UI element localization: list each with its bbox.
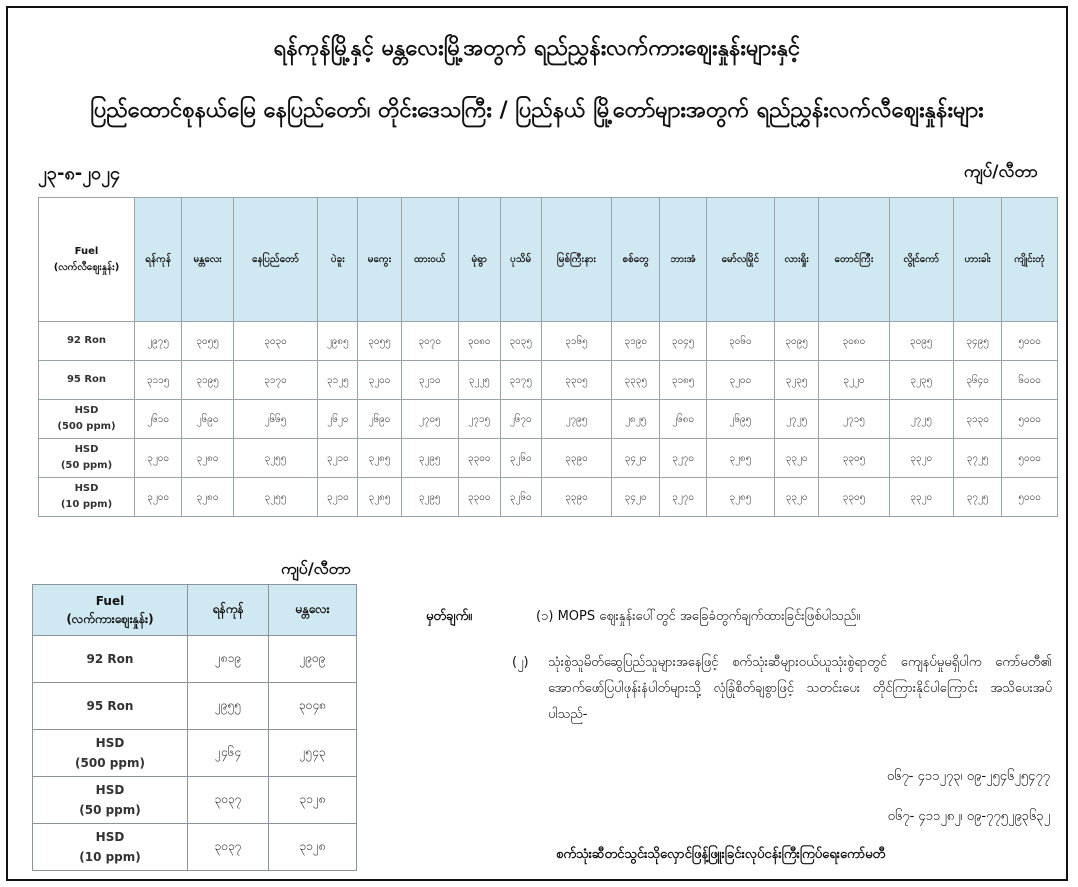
retail-price-cell: ၃၂၉၅	[401, 439, 458, 478]
retail-fuel-label-line: 92 Ron	[66, 335, 107, 346]
retail-fuel-label	[39, 400, 135, 439]
retail-price-cell: ၃၂၆၀	[500, 478, 541, 517]
retail-price-cell: ၃၁၃၀	[954, 400, 1002, 439]
wholesale-body	[33, 636, 357, 871]
retail-price-cell: ၂၇၉၅	[541, 400, 611, 439]
retail-price-cell: ၂၆၆၅	[233, 400, 317, 439]
wholesale-fuel-label-line: (500 ppm)	[75, 756, 145, 770]
retail-price-cell: ၃၁၈၅	[660, 361, 707, 400]
retail-price-cell: ၃၃၃၅	[612, 361, 660, 400]
retail-row	[39, 361, 1058, 400]
retail-city-header: နေပြည်တော်	[233, 198, 317, 322]
retail-price-cell: ၃၀၅၅	[182, 322, 233, 361]
retail-header-row	[39, 198, 1058, 322]
retail-city-header: လားရှိုး	[774, 198, 819, 322]
date-label: ၂၃-၈-၂၀၂၄	[38, 163, 121, 184]
retail-price-cell: ၃၂၈၅	[358, 478, 401, 517]
retail-price-cell: ၃၀၈၀	[819, 322, 889, 361]
retail-price-cell: ၅၀၀၀	[1002, 439, 1058, 478]
retail-price-cell: ၃၂၈၀	[182, 439, 233, 478]
retail-city-header: စစ်တွေ	[612, 198, 660, 322]
wholesale-fuel-label-line: 95 Ron	[86, 699, 134, 713]
wholesale-fuel-label	[33, 683, 188, 730]
retail-price-cell: ၃၀၉၅	[774, 322, 819, 361]
retail-fuel-label-line: (10 ppm)	[60, 499, 113, 510]
wholesale-price-cell: ၃၀၃၇	[188, 824, 269, 871]
retail-fuel-label-line: 95 Ron	[66, 374, 107, 385]
wholesale-fuel-label	[33, 824, 188, 871]
retail-price-cell: ၃၀၈၀	[459, 322, 501, 361]
retail-price-cell: ၃၂၇၀	[660, 478, 707, 517]
retail-row	[39, 400, 1058, 439]
retail-city-header: မော်လမြိုင်	[706, 198, 774, 322]
wholesale-unit-label: ကျပ်/လီတာ	[281, 559, 351, 578]
retail-price-cell: ၃၇၂၅	[954, 478, 1002, 517]
phone-line-1: ၀၆၇- ၄၁၁၂၇၃၊ ၀၉-၂၅၄၆၂၅၄၇၇	[886, 769, 1050, 784]
retail-price-table	[38, 197, 1058, 517]
wholesale-price-cell: ၃၁၂၈	[269, 777, 357, 824]
wholesale-fuel-header	[33, 585, 188, 636]
retail-city-header: လွိုင်ကော်	[889, 198, 954, 322]
retail-price-cell: ၃၄၂၀	[612, 439, 660, 478]
phone-line-2: ၀၆၇- ၄၁၁၂၈၂၊ ၀၉-၇၇၅၂၉၃၆၃၂	[887, 809, 1050, 824]
retail-fuel-header-line: (လက်လီဈေးနှုန်း)	[53, 261, 120, 273]
retail-price-cell: ၃၁၁၅	[135, 361, 182, 400]
retail-price-cell: ၂၆၁၀	[135, 400, 182, 439]
retail-price-cell: ၃၂၆၀	[500, 439, 541, 478]
wholesale-price-cell: ၃၀၄၈	[269, 683, 357, 730]
retail-price-cell: ၅၀၀၀	[1002, 400, 1058, 439]
retail-price-cell: ၃၃၂၀	[774, 439, 819, 478]
retail-price-cell: ၃၀၅၅	[358, 322, 401, 361]
wholesale-fuel-header-line: (လက်ကားဈေးနှုန်း)	[66, 612, 154, 626]
retail-city-header: ပုသိမ်	[500, 198, 541, 322]
wholesale-row	[33, 777, 357, 824]
wholesale-fuel-label-line: (50 ppm)	[79, 803, 141, 817]
retail-price-cell: ၂၆၉၀	[182, 400, 233, 439]
retail-price-cell: ၃၀၉၅	[889, 322, 954, 361]
retail-price-cell: ၅၀၀၀	[1002, 478, 1058, 517]
retail-price-cell: ၃၂၁၀	[401, 361, 458, 400]
retail-city-header: ကျိုင်းတုံ	[1002, 198, 1058, 322]
retail-price-cell: ၃၂၉၅	[401, 478, 458, 517]
retail-price-cell: ၃၁၆၅	[541, 322, 611, 361]
wholesale-fuel-label-line: HSD	[95, 736, 125, 750]
retail-price-cell: ၃၄၉၅	[954, 322, 1002, 361]
retail-price-cell: ၃၀၃၅	[500, 322, 541, 361]
wholesale-fuel-label	[33, 636, 188, 683]
wholesale-price-cell: ၂၈၁၉	[188, 636, 269, 683]
retail-price-cell: ၃၃၂၀	[889, 478, 954, 517]
retail-city-header: ထားဝယ်	[401, 198, 458, 322]
retail-price-cell: ၃၁၉၀	[612, 322, 660, 361]
retail-price-cell: ၃၃၀၅	[541, 361, 611, 400]
retail-price-cell: ၃၂၁၀	[318, 439, 358, 478]
wholesale-price-cell: ၂၅၄၃	[269, 730, 357, 777]
retail-price-cell: ၂၇၂၅	[774, 400, 819, 439]
wholesale-price-table	[32, 584, 357, 871]
retail-city-header: ပဲခူး	[318, 198, 358, 322]
wholesale-row	[33, 730, 357, 777]
retail-price-cell: ၂၉၈၅	[318, 322, 358, 361]
retail-fuel-label	[39, 322, 135, 361]
wholesale-city-header: မန္တလေး	[269, 585, 357, 636]
retail-price-cell: ၃၁၇၅	[500, 361, 541, 400]
retail-city-header: ဘားအံ	[660, 198, 707, 322]
retail-fuel-label-line: HSD	[74, 405, 99, 416]
note-1: (၁) MOPS ဈေးနှုန်းပေါ်တွင် အခြေခံတွက်ချက်ထားခြင်းဖြစ်ပါသည်။	[536, 609, 861, 624]
retail-price-cell: ၂၈၂၅	[612, 400, 660, 439]
retail-price-cell: ၆၀၀၀	[1002, 361, 1058, 400]
retail-price-cell: ၂၇၀၅	[401, 400, 458, 439]
retail-price-cell: ၃၂၇၀	[660, 439, 707, 478]
retail-price-cell: ၃၂၂၅	[459, 361, 501, 400]
retail-fuel-label	[39, 361, 135, 400]
notice-frame	[6, 6, 1068, 881]
retail-price-cell: ၃၀၃၀	[233, 322, 317, 361]
retail-price-cell: ၃၂၀၀	[706, 361, 774, 400]
unit-label: ကျပ်/လီတာ	[963, 162, 1038, 182]
wholesale-fuel-label-line: 92 Ron	[86, 652, 134, 666]
wholesale-fuel-label	[33, 730, 188, 777]
wholesale-price-cell: ၂၄၆၄	[188, 730, 269, 777]
retail-price-cell: ၃၂၈၅	[358, 439, 401, 478]
title-line-2: ပြည်ထောင်စုနယ်မြေ နေပြည်တော်၊ တိုင်းဒေသကြီး / ပြည်နယ် မြို့တော်များအတွက် ရည်ညွှန်းလက်လီဈေးနှုန်းများ	[90, 98, 984, 123]
retail-price-cell: ၃၃၉၀	[541, 478, 611, 517]
wholesale-price-cell: ၂၉၀၉	[269, 636, 357, 683]
retail-row	[39, 478, 1058, 517]
notes-heading: မှတ်ချက်။	[426, 609, 473, 624]
retail-fuel-label-line: (50 ppm)	[60, 460, 113, 471]
retail-price-cell: ၅၀၀၀	[1002, 322, 1058, 361]
retail-fuel-header-line: Fuel	[74, 245, 99, 257]
retail-price-cell: ၃၄၂၀	[612, 478, 660, 517]
wholesale-header-row	[33, 585, 357, 636]
retail-price-cell: ၃၁၂၅	[318, 361, 358, 400]
retail-fuel-label	[39, 478, 135, 517]
wholesale-fuel-label-line: HSD	[95, 830, 125, 844]
retail-body	[39, 322, 1058, 517]
retail-price-cell: ၃၀၆၀	[706, 322, 774, 361]
retail-price-cell: ၃၁၉၅	[182, 361, 233, 400]
retail-price-cell: ၃၆၄၀	[954, 361, 1002, 400]
wholesale-city-header: ရန်ကုန်	[188, 585, 269, 636]
wholesale-row	[33, 683, 357, 730]
retail-row	[39, 322, 1058, 361]
retail-price-cell: ၃၂၁၀	[318, 478, 358, 517]
note-2	[512, 650, 1052, 728]
wholesale-fuel-label-line: HSD	[95, 783, 125, 797]
retail-price-cell: ၃၀၇၀	[401, 322, 458, 361]
retail-city-header: မန္တလေး	[182, 198, 233, 322]
retail-price-cell: ၃၃၂၀	[774, 478, 819, 517]
note-2-text: သုံးစွဲသူမိတ်ဆွေပြည်သူများအနေဖြင့် စက်သုံးဆီများဝယ်ယူသုံးစွဲရာတွင် ကျေနပ်မှုမရှိပါက ကော်မတီ၏ အောက်ဖော်ပြပါဖုန်းနံပါတ်များသို့ လုံခြုံစိတ်ချစွာဖြင့် သတင်းပေး တိုင်ကြားနိုင်ပါကြောင်း အသိပေးအပ်ပါသည်-	[548, 655, 1052, 722]
note-2-number: (၂)	[512, 655, 529, 670]
retail-price-cell: ၃၂၀၀	[135, 478, 182, 517]
retail-price-cell: ၃၃၀၅	[819, 478, 889, 517]
retail-price-cell: ၃၇၂၅	[954, 439, 1002, 478]
retail-price-cell: ၃၂၈၅	[706, 478, 774, 517]
retail-price-cell: ၃၂၀၀	[135, 439, 182, 478]
retail-price-cell: ၃၃၀၀	[459, 439, 501, 478]
retail-price-cell: ၃၃၂၀	[889, 439, 954, 478]
wholesale-fuel-header-line: Fuel	[95, 594, 125, 608]
retail-fuel-label-line: HSD	[74, 483, 99, 494]
retail-price-cell: ၂၆၇၀	[500, 400, 541, 439]
retail-price-cell: ၂၆၂၀	[318, 400, 358, 439]
retail-price-cell: ၃၀၄၅	[660, 322, 707, 361]
retail-fuel-header	[39, 198, 135, 322]
retail-price-cell: ၂၆၉၅	[706, 400, 774, 439]
retail-fuel-label	[39, 439, 135, 478]
retail-price-cell: ၃၁၇၀	[233, 361, 317, 400]
retail-price-cell: ၃၂၅၅	[233, 478, 317, 517]
retail-price-cell: ၃၂၃၅	[889, 361, 954, 400]
retail-city-header: မကွေး	[358, 198, 401, 322]
retail-price-cell: ၃၃၀၅	[819, 439, 889, 478]
wholesale-price-cell: ၂၉၅၅	[188, 683, 269, 730]
retail-city-header: မုံရွာ	[459, 198, 501, 322]
retail-price-cell: ၃၃၉၀	[541, 439, 611, 478]
wholesale-price-cell: ၃၁၂၈	[269, 824, 357, 871]
retail-fuel-label-line: (500 ppm)	[57, 421, 116, 432]
retail-city-header: မြစ်ကြီးနား	[541, 198, 611, 322]
retail-price-cell: ၃၂၃၅	[774, 361, 819, 400]
retail-price-cell: ၃၂၈၅	[706, 439, 774, 478]
retail-price-cell: ၃၃၀၀	[459, 478, 501, 517]
retail-city-header: ဟားခါး	[954, 198, 1002, 322]
retail-price-cell: ၃၂၈၀	[182, 478, 233, 517]
retail-price-cell: ၂၆၈၀	[660, 400, 707, 439]
wholesale-fuel-label	[33, 777, 188, 824]
title-line-1: ရန်ကုန်မြို့နှင့် မန္တလေးမြို့အတွက် ရည်ညွှန်းလက်ကားဈေးနှုန်းများနှင့်	[273, 36, 801, 61]
retail-price-cell: ၂၆၉၀	[358, 400, 401, 439]
wholesale-row	[33, 824, 357, 871]
wholesale-price-cell: ၃၀၃၇	[188, 777, 269, 824]
retail-price-cell: ၂၇၁၅	[459, 400, 501, 439]
retail-price-cell: ၃၂၂၀	[819, 361, 889, 400]
retail-city-header: ရန်ကုန်	[135, 198, 182, 322]
retail-price-cell: ၂၉၇၅	[135, 322, 182, 361]
wholesale-row	[33, 636, 357, 683]
retail-price-cell: ၃၂၀၀	[358, 361, 401, 400]
retail-fuel-label-line: HSD	[74, 444, 99, 455]
retail-row	[39, 439, 1058, 478]
retail-price-cell: ၂၇၂၅	[889, 400, 954, 439]
committee-name: စက်သုံးဆီတင်သွင်းသိုလှောင်ဖြန့်ဖြူးခြင်းလုပ်ငန်းကြီးကြပ်ရေးကော်မတီ	[556, 847, 886, 862]
retail-city-header: တောင်ကြီး	[819, 198, 889, 322]
retail-price-cell: ၃၂၅၅	[233, 439, 317, 478]
wholesale-fuel-label-line: (10 ppm)	[79, 850, 141, 864]
retail-price-cell: ၂၇၁၅	[819, 400, 889, 439]
